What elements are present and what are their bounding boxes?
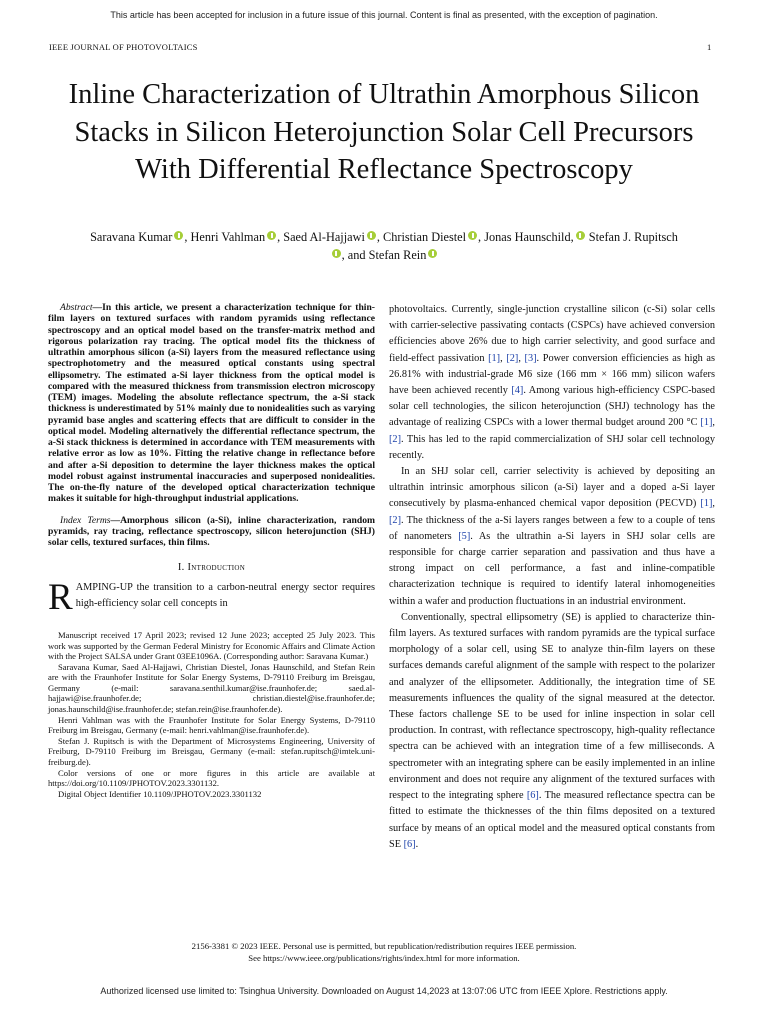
body-text: , — [518, 352, 525, 364]
copyright-notice — [90, 940, 678, 964]
copyright-line: 2156-3381 © 2023 IEEE. Personal use is permitted, but republication/redistribution requires IEEE permission. — [191, 941, 577, 951]
body-text: . As the ultrathin a-Si layers in SHJ solar cells are responsible for charge carrier separation and passivation and thus have a strong impact on cell performance, a fast and inline-compatible characterization technique is required to identify lateral inhomogeneities within a wafer and production fluctuations in an industrial environment. — [389, 530, 715, 607]
body-text: . The measured reflectance spectra can be fitted to estimate the thicknesses of the thin films deposited on a textured surface by means of an optical model and the measured optical constants from SE — [389, 790, 715, 850]
abstract-lead: Abstract — [60, 302, 93, 313]
intro-text: AMPING-UP the transition to a carbon-neutral energy sector requires high-efficiency solar cell concepts in — [75, 581, 375, 609]
copyright-line: See https://www.ieee.org/publications/rights/index.html for more information. — [248, 953, 520, 963]
index-terms-text: —Amorphous silicon (a-Si), inline characterization, random pyramids, ray tracing, reflectance spectroscopy, silicon heterojunction (SHJ) solar cells, textured surfaces, thin films. — [48, 514, 375, 548]
citation-link[interactable]: [1] — [700, 498, 713, 510]
author-name: Jonas Haunschild, — [484, 230, 574, 244]
author-list: Saravana Kumar , Henri Vahlman , Saed Al-Hajjawi , Christian Diestel , Jonas Haunschild, Stefan J. Rupitsch, and Stefan Rein — [90, 230, 678, 262]
citation-link[interactable]: [6] — [403, 838, 416, 850]
author-name: Henri Vahlman — [190, 230, 266, 244]
body-text: . Among various high-efficiency CSPC-based solar cell technologies, the silicon heterojunction (SHJ) technology has the advantage of realizing CSPCs with a lower thermal budget around 200 °C — [389, 385, 715, 429]
citation-link[interactable]: [3] — [524, 352, 537, 364]
right-column — [389, 302, 715, 853]
orcid-icon[interactable] — [468, 231, 477, 240]
author-name: Saravana Kumar — [90, 230, 173, 244]
acceptance-notice: This article has been accepted for inclusion in a future issue of this journal. Content is final as presented, with the exception of pagination. — [110, 10, 658, 20]
orcid-icon[interactable] — [332, 249, 341, 258]
footnote: Henri Vahlman was with the Fraunhofer Institute for Solar Energy Systems, D-79110 Freiburg im Breisgau, Germany (e-mail: henri.vahlman@ise.fraunhofer.de). — [48, 714, 375, 736]
footnote: Manuscript received 17 April 2023; revised 12 June 2023; accepted 25 July 2023. This work was supported by the German Federal Ministry for Economic Affairs and Climate Action with the Project SALSA under Grant 03EE1096A. (Corresponding author: Saravana Kumar.) — [48, 629, 375, 662]
footnote: Color versions of one or more figures in this article are available at https://doi.org/10.1109/JPHOTOV.2023.3301132. — [48, 767, 375, 789]
body-text: photovoltaics. Currently, single-junction crystalline silicon (c-Si) solar cells with carrier-selective passivating contacts (CSPCs) have achieved conversion efficiencies above 26% due to high carrier selectivity, and good surface and field-effect passivation — [389, 304, 715, 364]
drop-cap: R — [48, 576, 73, 618]
citation-link[interactable]: [1] — [488, 352, 501, 364]
body-text: . — [415, 838, 419, 850]
citation-link[interactable]: [2] — [506, 352, 519, 364]
orcid-icon[interactable] — [576, 231, 585, 240]
orcid-icon[interactable] — [367, 231, 376, 240]
orcid-icon[interactable] — [174, 231, 183, 240]
body-text: , — [712, 417, 715, 429]
body-paragraph — [389, 610, 715, 853]
body-text: Conventionally, spectral ellipsometry (SE) is applied to characterize thin-film layers. As textured surfaces with random pyramids are the typical surface morphology of a solar cell, using SE to analyze thin-film layers on these surfaces demands careful alignment of the sample with respect to the polarizer and analyzer of the ellipsometer. Additionally, the integration time of SE measurements influences the quality of the signal measured at the detector. These factors challenge SE to be used for inline inspection in solar cell production. In contrast, with reflectance spectroscopy, high-quality reflectance spectra can be achieved with an integration time of a few milliseconds. A spectrometer with an integrating sphere can be easily implemented in an inline environment and does not require any alignment of the textured surfaces with respect to the integrating sphere — [389, 611, 715, 802]
citation-link[interactable]: [1] — [700, 417, 713, 429]
body-paragraph — [389, 302, 715, 464]
left-column — [48, 302, 375, 799]
footnote: Digital Object Identifier 10.1109/JPHOTOV.2023.3301132 — [58, 788, 262, 799]
body-paragraph — [389, 464, 715, 610]
body-text: . The thickness of the a-Si layers ranges between a few to a couple of tens of nanometers — [389, 514, 715, 542]
intro-paragraph — [48, 576, 375, 618]
body-text: In an SHJ solar cell, carrier selectivity is achieved by depositing an ultrathin intrinsic amorphous silicon (a-Si) layer and a doped a-Si layer consecutively by plasma-enhanced chemical vapor deposition (PECVD) — [389, 466, 715, 510]
license-notice: Authorized licensed use limited to: Tsinghua University. Downloaded on August 14,2023 at 13:07:06 UTC from IEEE Xplore. Restrictions apply. — [100, 986, 668, 996]
index-terms-lead: Index Terms — [60, 514, 111, 526]
section-heading-introduction: I. Introduction — [177, 562, 246, 574]
page-number: 1 — [707, 42, 712, 52]
paper-title: Inline Characterization of Ultrathin Amorphous Silicon Stacks in Silicon Heterojunction Solar Cell Precursors With Differential Reflectance Spectroscopy — [68, 79, 700, 185]
body-text: , — [500, 352, 507, 364]
orcid-icon[interactable] — [267, 231, 276, 240]
abstract — [48, 302, 375, 505]
author-name: Christian Diestel — [383, 230, 467, 244]
body-text: . Power conversion efficiencies as high as 26.81% with industrial-grade M6 size (166 mm × 166 mm) silicon wafers have been achieved recently — [389, 352, 715, 397]
citation-link[interactable]: [2] — [389, 514, 402, 526]
citation-link[interactable]: [6] — [526, 790, 539, 802]
author-name: Stefan J. Rupitsch — [588, 230, 678, 244]
citation-link[interactable]: [4] — [511, 385, 524, 397]
body-text: . This has led to the rapid commercialization of SHJ solar cell technology recently. — [389, 433, 715, 461]
index-terms — [48, 515, 375, 549]
journal-running-head: IEEE JOURNAL OF PHOTOVOLTAICS — [49, 42, 198, 52]
abstract-text: —In this article, we present a characterization technique for thin-film layers on textured surfaces with random pyramids using reflectance spectroscopy and an optical model based on the transfer-matrix method and rigorous polarization ray tracing. The optical model fits the thickness of ultrathin amorphous silicon (a-Si) layers from the measured reflectance using spectrophotometry and the measured optical constants using spectral ellipsometry. The estimated a-Si layer thickness from the optical model is compared with the measured thickness from transmission electron microscopy (TEM) images. Modeling the absolute reflectance spectrum, the a-Si stack thickness is underestimated by 51% mainly due to nonidealities such as varying pyramid base angles and scattering effects that are difficult to consider in the optical model. Modeling alternatively the differential reflectance spectrum, the a-Si stack thickness is determined in accordance with TEM measurements with relative error as low as 10%. Fitting the relative change in reflectance before and after a-Si deposition to determine the layer thickness makes the optical model robust against instrumental inaccuracies and superposed nonidealities. The on-the-fly nature of the developed optical characterization technique makes it suitable for high-throughput industrial applications. — [48, 302, 375, 505]
body-text: , — [712, 498, 715, 510]
author-name: Saed Al-Hajjawi — [283, 230, 365, 244]
footnote: Saravana Kumar, Saed Al-Hajjawi, Christian Diestel, Jonas Haunschild, and Stefan Rein are with the Fraunhofer Institute for Solar Energy Systems, D-79110 Freiburg im Breisgau, Germany (e-mail: saravana.senthil.kumar@ise.fraunhofer.de; saed.al-hajjawi@ise.fraunhofer.de; christian.diestel@ise.fraunhofer.de; jonas.haunschild@ise.fraunhofer.de; stefan.rein@ise.fraunhofer.de). — [48, 661, 375, 715]
citation-link[interactable]: [5] — [458, 530, 471, 542]
citation-link[interactable]: [2] — [389, 433, 402, 445]
footnotes — [48, 630, 375, 800]
author-name: Stefan Rein — [368, 248, 427, 262]
footnote: Stefan J. Rupitsch is with the Department of Microsystems Engineering, University of Freiburg, D-79110 Freiburg im Breisgau, Germany (e-mail: stefan.rupitsch@imtek.uni-freiburg.de). — [48, 735, 375, 768]
orcid-icon[interactable] — [428, 249, 437, 258]
